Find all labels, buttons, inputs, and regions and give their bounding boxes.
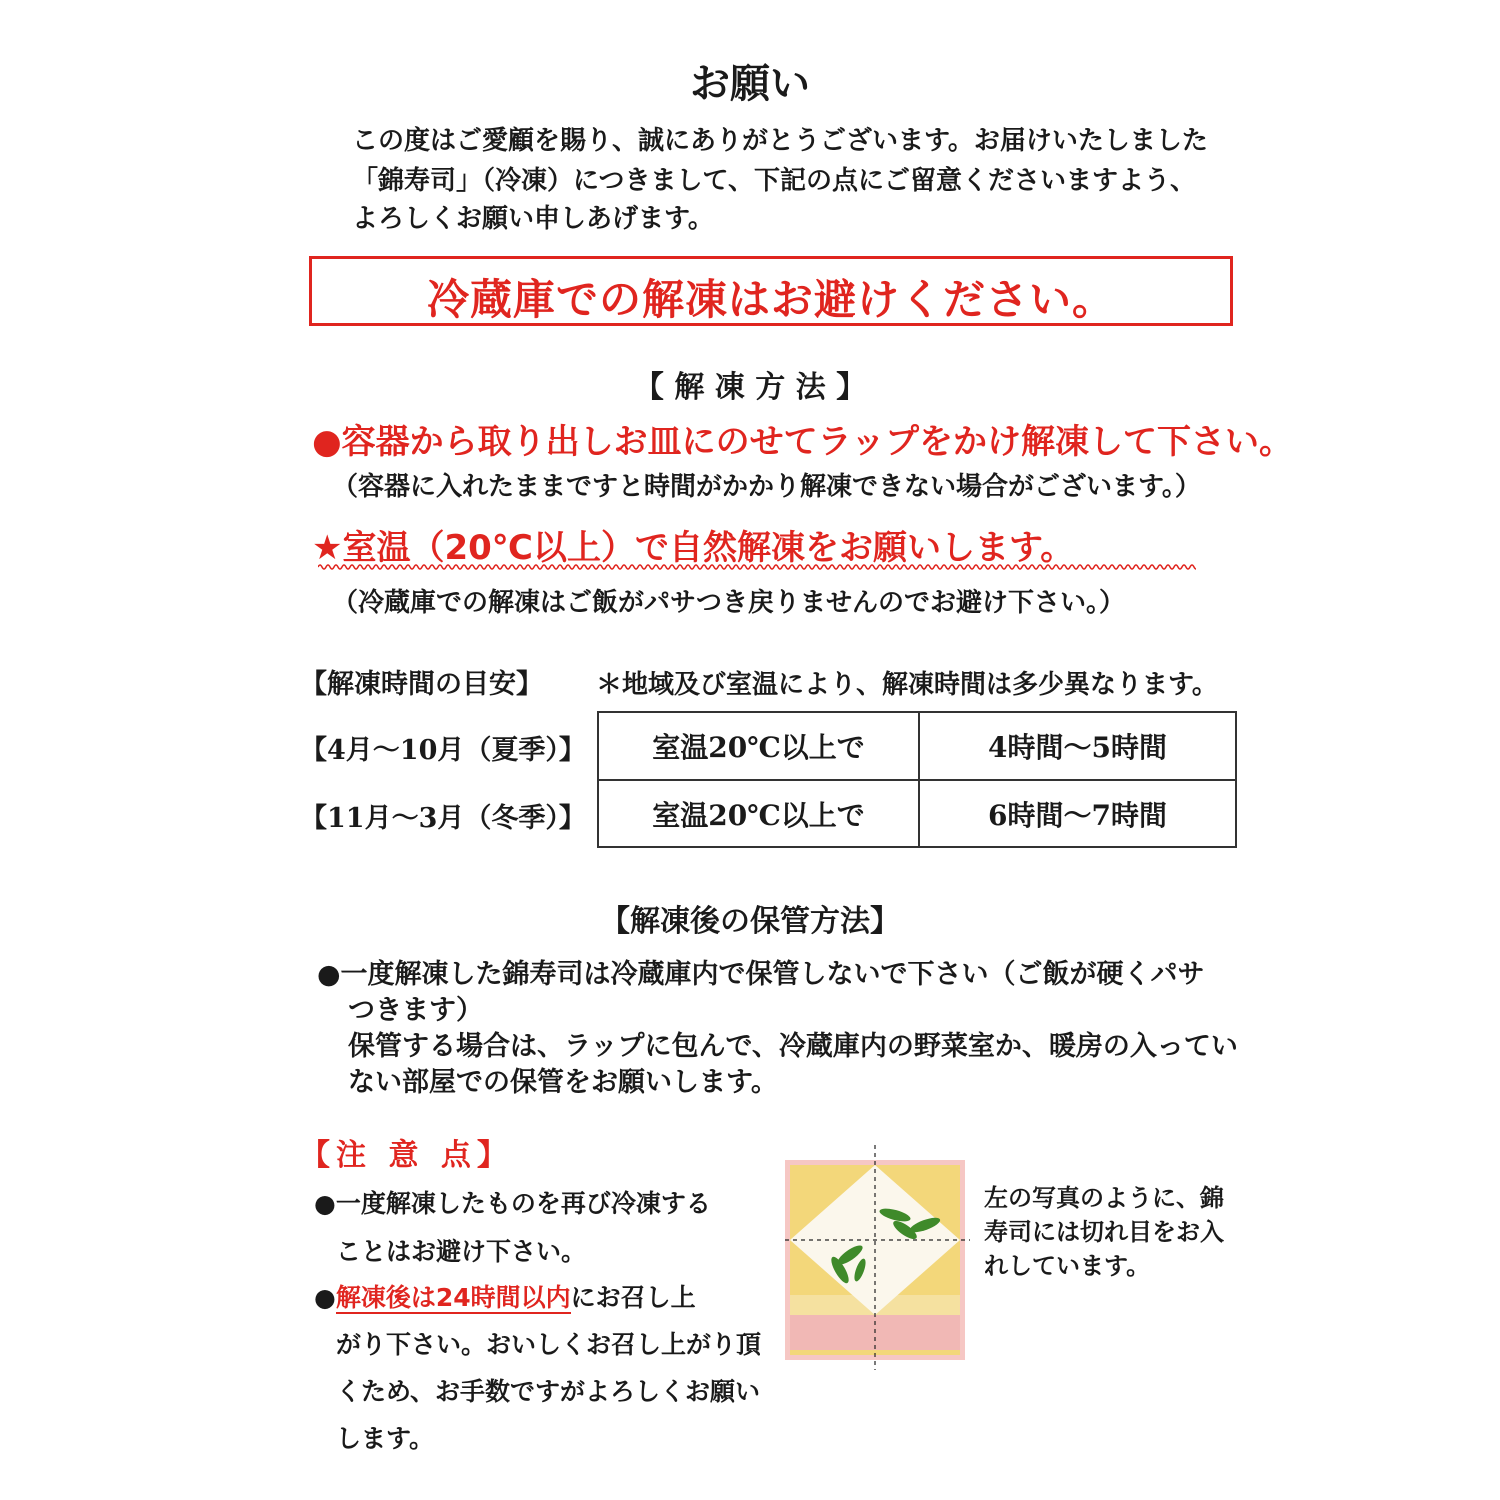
wavy-underline bbox=[318, 562, 1196, 572]
thaw-time-heading: 【解凍時間の目安】 bbox=[300, 669, 543, 700]
sushi-photo bbox=[785, 1145, 970, 1370]
caution-heading: 【注 意 点】 bbox=[300, 1138, 513, 1173]
thaw-step-2: ★室温（20℃以上）で自然解凍をお願いします。 bbox=[312, 528, 1075, 568]
intro-line: この度はご愛顧を賜り、誠にありがとうございます。お届けいたしました bbox=[352, 126, 1208, 156]
storage-line: 保管する場合は、ラップに包んで、冷蔵庫内の野菜室か、暖房の入ってい bbox=[348, 1031, 1238, 1062]
caution-item-2-cont: がり下さい。おいしくお召し上がり頂 bbox=[336, 1330, 762, 1359]
duration-cell: 4時間〜5時間 bbox=[988, 731, 1167, 764]
caution-item-1-cont: ことはお避け下さい。 bbox=[336, 1237, 587, 1266]
thaw-method-heading: 【 解 凍 方 法 】 bbox=[633, 370, 867, 405]
warning-box bbox=[309, 256, 1233, 326]
condition-cell: 室温20℃以上で bbox=[599, 713, 920, 779]
thaw-step-1: ●容器から取り出しお皿にのせてラップをかけ解凍して下さい。 bbox=[312, 422, 1293, 462]
storage-heading: 【解凍後の保管方法】 bbox=[600, 904, 900, 939]
storage-line: ない部屋での保管をお願いします。 bbox=[348, 1067, 778, 1098]
thaw-time-table bbox=[597, 711, 1237, 848]
intro-line: 「錦寿司」（冷凍）につきまして、下記の点にご留意くださいますよう、 bbox=[352, 166, 1196, 196]
thaw-time-note: ＊地域及び室温により、解凍時間は多少異なります。 bbox=[596, 670, 1218, 700]
page-title: お願い bbox=[690, 60, 810, 107]
caution-item-2-cont: します。 bbox=[336, 1424, 435, 1453]
bullet: ● bbox=[314, 1283, 336, 1312]
highlight-24h: 解凍後は24時間以内 bbox=[335, 1283, 571, 1312]
season-label-summer: 【4月〜10月（夏季）】 bbox=[300, 735, 586, 766]
table-row bbox=[599, 781, 1235, 847]
photo-caption-line: れしています。 bbox=[984, 1251, 1151, 1280]
condition-cell: 室温20℃以上で bbox=[599, 781, 920, 847]
caution-item-1: ●一度解凍したものを再び冷凍する bbox=[314, 1189, 711, 1218]
caution-item-2-rest: にお召し上 bbox=[570, 1283, 696, 1312]
table-row bbox=[599, 713, 1235, 781]
season-label-winter: 【11月〜3月（冬季）】 bbox=[300, 803, 586, 834]
duration-cell: 6時間〜7時間 bbox=[988, 799, 1167, 832]
intro-line: よろしくお願い申しあげます。 bbox=[352, 204, 714, 234]
storage-line: つきます） bbox=[348, 995, 483, 1026]
thaw-note-1: （容器に入れたままですと時間がかかり解凍できない場合がございます。） bbox=[332, 472, 1201, 502]
caution-item-2 bbox=[314, 1278, 696, 1314]
thaw-note-2: （冷蔵庫での解凍はご飯がパサつき戻りませんのでお避け下さい。） bbox=[332, 588, 1126, 618]
warning-text: 冷蔵庫での解凍はお避けください。 bbox=[426, 275, 1115, 324]
caution-item-2-cont: くため、お手数ですがよろしくお願い bbox=[336, 1377, 761, 1406]
photo-caption-line: 左の写真のように、錦 bbox=[984, 1183, 1224, 1212]
photo-caption-line: 寿司には切れ目をお入 bbox=[984, 1217, 1224, 1246]
storage-line: ●一度解凍した錦寿司は冷蔵庫内で保管しないで下さい（ご飯が硬くパサ bbox=[317, 959, 1205, 990]
